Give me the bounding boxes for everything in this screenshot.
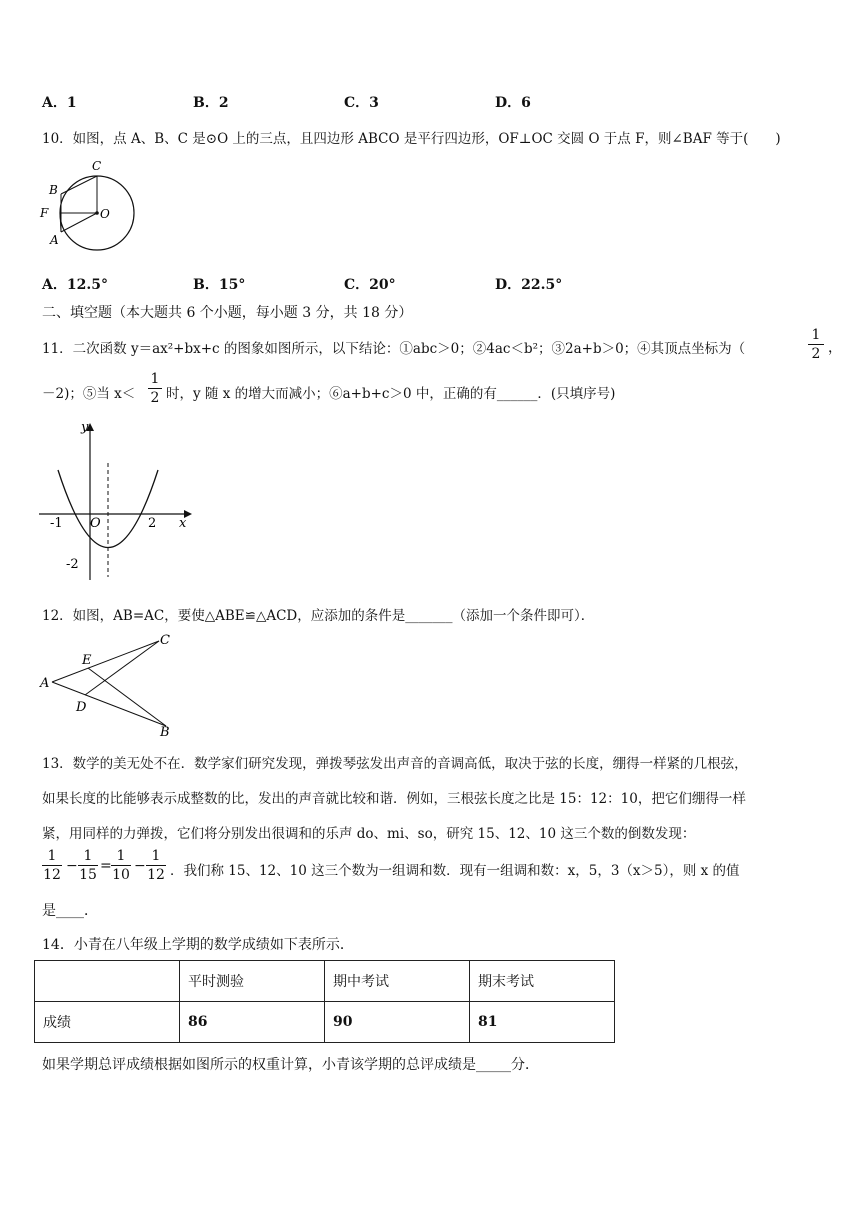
q14-tail: 如果学期总评成绩根据如图所示的权重计算，小青该学期的总评成绩是_____分． bbox=[42, 1057, 539, 1073]
grades-table bbox=[34, 960, 615, 1043]
q13-line5: 是____． bbox=[42, 903, 98, 919]
equals-sign: = bbox=[100, 858, 112, 874]
minus-sign: − bbox=[134, 858, 146, 874]
frac-den: 12 bbox=[147, 867, 165, 883]
q13-line3: 紧，用同样的力弹拨，它们将分别发出很调和的乐声 do、mi、so，研究 15、12、10 这三个数的倒数发现： bbox=[42, 826, 696, 842]
segment-ab bbox=[52, 682, 166, 726]
label-f: F bbox=[40, 206, 49, 220]
q9-option-b: B．2 bbox=[193, 95, 229, 111]
label-x: x bbox=[179, 516, 187, 531]
label-b: B bbox=[49, 183, 58, 197]
q11-line2b: 时，y 随 x 的增大而减小；⑥a+b+c＞0 中，正确的有______．(只填序号) bbox=[166, 386, 616, 402]
q13-line2: 如果长度的比能够表示成整数的比，发出的声音就比较和谐．例如，三根弦长度之比是 15：12：10，把它们绷得一样 bbox=[42, 791, 746, 807]
label-b: B bbox=[160, 725, 170, 740]
q11-line1: 11．二次函数 y＝ax²+bx+c 的图象如图所示，以下结论：①abc＞0；②4ac＜b²；③2a+b＞0；④其顶点坐标为（ bbox=[42, 341, 746, 357]
frac-den: 15 bbox=[79, 867, 97, 883]
frac-num: 1 bbox=[811, 327, 821, 343]
q11-parabola-graph bbox=[34, 415, 199, 585]
q13-frac-1-10 bbox=[111, 848, 131, 883]
table-cell: 成绩 bbox=[35, 1002, 180, 1043]
q11-fraction-half bbox=[808, 327, 824, 362]
q10-option-b: B．15° bbox=[193, 277, 246, 293]
frac-num: 1 bbox=[116, 848, 126, 864]
segment-ao bbox=[61, 213, 97, 232]
q14-stem: 14．小青在八年级上学期的数学成绩如下表所示． bbox=[42, 937, 354, 953]
frac-den: 2 bbox=[811, 346, 821, 362]
frac-num: 1 bbox=[150, 371, 160, 387]
frac-den: 12 bbox=[43, 867, 61, 883]
q12-stem: 12．如图，AB=AC，要使△ABE≌△ACD，应添加的条件是_______（添加一个条件即可）． bbox=[42, 608, 595, 624]
label-a: A bbox=[50, 233, 59, 247]
table-cell: 86 bbox=[180, 1002, 325, 1043]
frac-num: 1 bbox=[83, 848, 93, 864]
q13-line4-tail: ．我们称 15、12、10 这三个数为一组调和数．现有一组调和数：x，5，3（x＞5），则 x 的值 bbox=[170, 863, 740, 879]
frac-num: 1 bbox=[151, 848, 161, 864]
frac-num: 1 bbox=[47, 848, 57, 864]
label-c: C bbox=[92, 159, 102, 173]
q11-comma: ， bbox=[828, 340, 842, 356]
q13-frac-1-12-b bbox=[146, 848, 166, 883]
frac-den: 10 bbox=[112, 867, 130, 883]
label-e: E bbox=[82, 653, 92, 668]
segment-ac bbox=[52, 641, 159, 682]
q9-option-a: A．1 bbox=[42, 95, 77, 111]
table-header-cell: 平时测验 bbox=[180, 961, 325, 1002]
table-cell: 81 bbox=[470, 1002, 615, 1043]
frac-den: 2 bbox=[150, 390, 160, 406]
q10-option-c: C．20° bbox=[344, 277, 396, 293]
center-dot bbox=[95, 211, 99, 215]
table-header-row bbox=[35, 961, 615, 1002]
q9-option-c: C．3 bbox=[344, 95, 379, 111]
q11-fraction-half-2 bbox=[148, 371, 162, 406]
label-c: C bbox=[160, 633, 170, 648]
table-header-cell: 期末考试 bbox=[470, 961, 615, 1002]
section2-title: 二、填空题（本大题共 6 个小题，每小题 3 分，共 18 分） bbox=[42, 305, 413, 321]
q13-frac-1-12 bbox=[42, 848, 62, 883]
q12-triangle-figure bbox=[36, 630, 186, 742]
table-header-cell: 期中考试 bbox=[325, 961, 470, 1002]
segment-eb bbox=[88, 668, 166, 726]
label-a: A bbox=[40, 676, 50, 691]
q10-option-d: D．22.5° bbox=[495, 277, 563, 293]
table-header-cell bbox=[35, 961, 180, 1002]
q13-line1: 13．数学的美无处不在．数学家们研究发现，弹拨琴弦发出声音的音调高低，取决于弦的长度，绷得一样紧的几根弦， bbox=[42, 756, 748, 772]
label-neg2: -2 bbox=[66, 557, 79, 572]
q11-line2a: －2)；⑤当 x＜ bbox=[42, 386, 136, 402]
label-o: O bbox=[100, 207, 110, 221]
table-row bbox=[35, 1002, 615, 1043]
table-cell: 90 bbox=[325, 1002, 470, 1043]
label-y: y bbox=[81, 420, 89, 435]
q9-option-d: D．6 bbox=[495, 95, 531, 111]
q10-circle-figure bbox=[36, 156, 146, 256]
label-neg1: -1 bbox=[50, 516, 63, 531]
q13-frac-1-15 bbox=[78, 848, 98, 883]
label-origin: O bbox=[90, 516, 101, 531]
segment-cb bbox=[61, 176, 97, 194]
q10-stem: 10．如图，点 A、B、C 是⊙O 上的三点，且四边形 ABCO 是平行四边形，OF⊥OC 交圆 O 于点 F，则∠BAF 等于( ) bbox=[42, 131, 781, 147]
label-two: 2 bbox=[148, 516, 157, 531]
q10-option-a: A．12.5° bbox=[42, 277, 108, 293]
segment-dc bbox=[85, 641, 159, 695]
label-d: D bbox=[76, 700, 87, 715]
minus-sign: − bbox=[66, 858, 78, 874]
